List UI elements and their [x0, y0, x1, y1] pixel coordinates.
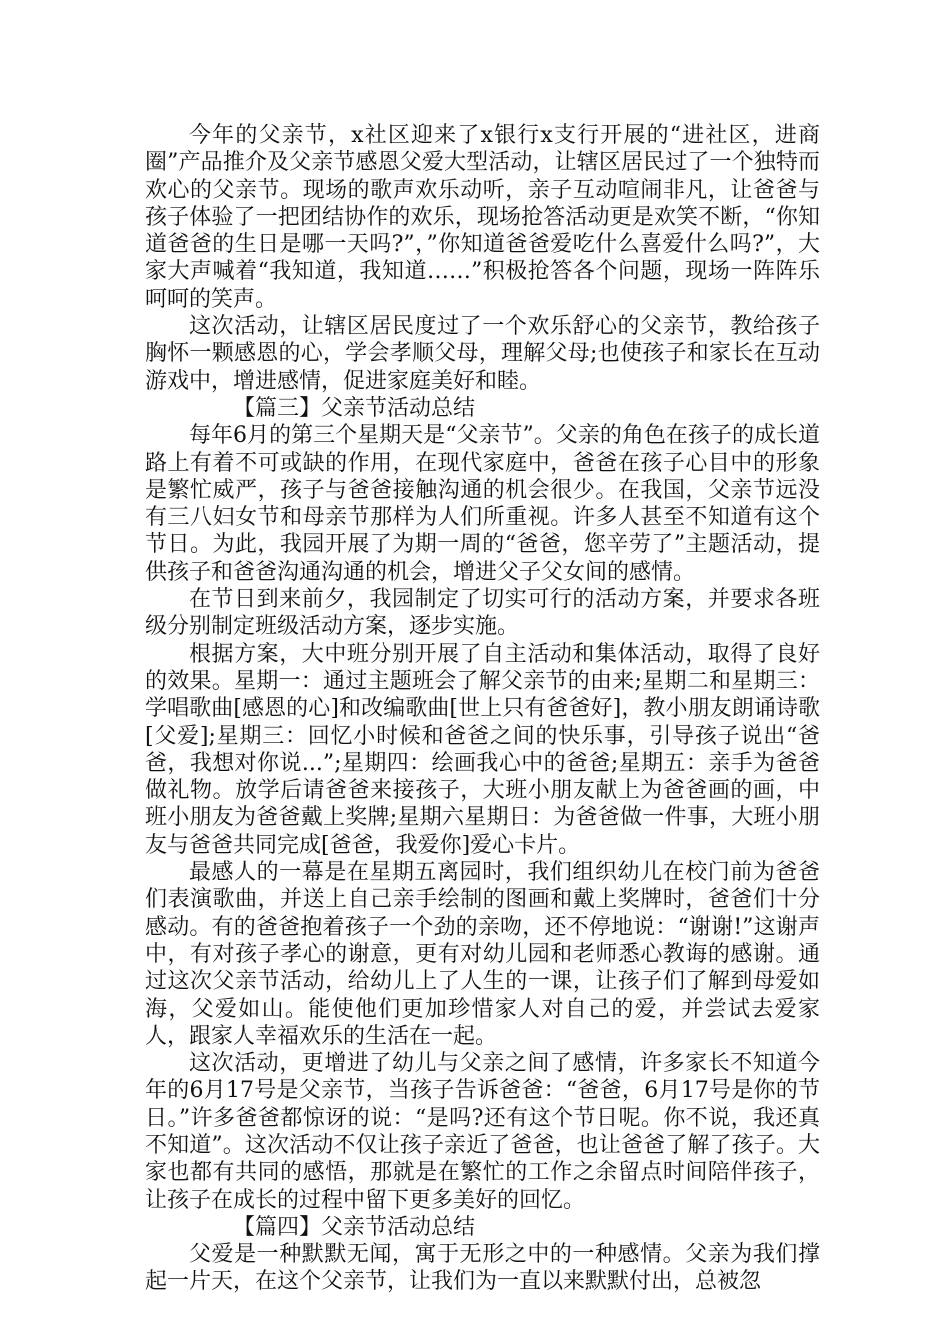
paragraph-intro-1: 今年的父亲节，x社区迎来了x银行x支行开展的“进社区，进商圈”产品推介及父亲节感恩父爱大型活动，让辖区居民过了一个独特而欢心的父亲节。现场的歌声欢乐动听，亲子互动喧闹非凡，让爸爸与孩子体验了一把团结协作的欢乐，现场抢答活动更是欢笑不断，“你知道爸爸的生日是哪一天吗?”，”你知道爸爸爱吃什么喜爱什么吗?”，大家大声喊着“我知道，我知道……”积极抢答各个问题，现场一阵阵乐呵呵的笑声。: [145, 123, 820, 312]
section3-heading: 【篇三】父亲节活动总结: [233, 395, 476, 421]
section3-paragraph-5: 这次活动，更增进了幼儿与父亲之间了感情，许多家长不知道今年的6月17号是父亲节，当孩子告诉爸爸：“爸爸，6月17号是你的节日。”许多爸爸都惊讶的说：“是吗?还有这个节日呢。你不说，我还真不知道”。这次活动不仅让孩子亲近了爸爸，也让爸爸了解了孩子。大家也都有共同的感悟，那就是在繁忙的工作之余留点时间陪伴孩子，让孩子在成长的过程中留下更多美好的回忆。: [145, 1051, 820, 1213]
section3-paragraph-4: 最感人的一幕是在星期五离园时，我们组织幼儿在校门前为爸爸们表演歌曲，并送上自己亲手绘制的图画和戴上奖牌时，爸爸们十分感动。有的爸爸抱着孩子一个劲的亲吻，还不停地说：“谢谢!”这谢声中，有对孩子孝心的谢意，更有对幼儿园和老师悉心教诲的感谢。通过这次父亲节活动，给幼儿上了人生的一课，让孩子们了解到母爱如海，父爱如山。能使他们更加珍惜家人对自己的爱，并尝试去爱家人，跟家人幸福欢乐的生活在一起。: [145, 860, 820, 1049]
document-page: [145, 122, 820, 1296]
section4-heading: 【篇四】父亲节活动总结: [233, 1214, 476, 1240]
section3-paragraph-3: 根据方案，大中班分别开展了自主活动和集体活动，取得了良好的效果。星期一：通过主题班会了解父亲节的由来;星期二和星期三：学唱歌曲[感恩的心]和改编歌曲[世上只有爸爸好]，教小朋友朗诵诗歌[父爱];星期三：回忆小时候和爸爸之间的快乐事，引导孩子说出“爸爸，我想对你说...”;星期四：绘画我心中的爸爸;星期五：亲手为爸爸做礼物。放学后请爸爸来接孩子，大班小朋友献上为爸爸画的画，中班小朋友为爸爸戴上奖牌;星期六星期日：为爸爸做一件事，大班小朋友与爸爸共同完成[爸爸，我爱你]爱心卡片。: [145, 641, 820, 858]
section4-paragraph-1: 父爱是一种默默无闻，寓于无形之中的一种感情。父亲为我们撑起一片天，在这个父亲节，让我们为一直以来默默付出，总被忽: [145, 1242, 820, 1295]
paragraph-intro-2: 这次活动，让辖区居民度过了一个欢乐舒心的父亲节，教给孩子胸怀一颗感恩的心，学会孝顺父母，理解父母;也使孩子和家长在互动游戏中，增进感情，促进家庭美好和睦。: [145, 314, 820, 394]
section3-paragraph-2: 在节日到来前夕，我园制定了切实可行的活动方案，并要求各班级分别制定班级活动方案，逐步实施。: [145, 587, 820, 640]
section3-paragraph-1: 每年6月的第三个星期天是“父亲节”。父亲的角色在孩子的成长道路上有着不可或缺的作用，在现代家庭中，爸爸在孩子心目中的形象是繁忙威严，孩子与爸爸接触沟通的机会很少。在我国，父亲节远没有三八妇女节和母亲节那样为人们所重视。许多人甚至不知道有这个节日。为此，我园开展了为期一周的“爸爸，您辛劳了”主题活动，提供孩子和爸爸沟通沟通的机会，增进父子父女间的感情。: [145, 423, 820, 585]
